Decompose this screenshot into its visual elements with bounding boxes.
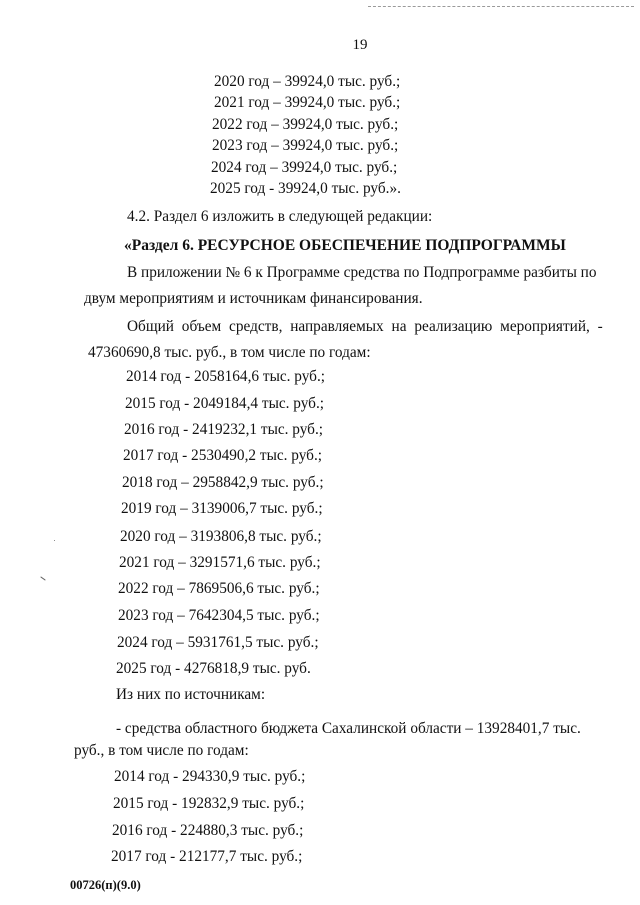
scan-edge-line bbox=[368, 6, 634, 7]
scan-speck bbox=[40, 576, 45, 580]
year-total-line: 2020 год – 3193806,8 тыс. руб.; bbox=[120, 528, 322, 545]
year-regional-line: 2017 год - 212177,7 тыс. руб.; bbox=[111, 848, 303, 865]
top-year-line: 2021 год – 39924,0 тыс. руб.; bbox=[214, 94, 401, 111]
year-regional-line: 2014 год - 294330,9 тыс. руб.; bbox=[114, 768, 306, 785]
year-regional-line: 2016 год - 224880,3 тыс. руб.; bbox=[112, 822, 304, 839]
paragraph-line: руб., в том числе по годам: bbox=[74, 742, 249, 759]
year-total-line: 2019 год – 3139006,7 тыс. руб.; bbox=[121, 500, 323, 517]
top-year-line: 2023 год – 39924,0 тыс. руб.; bbox=[212, 137, 399, 154]
year-regional-line: 2015 год - 192832,9 тыс. руб.; bbox=[113, 795, 305, 812]
year-total-line: 2022 год – 7869506,6 тыс. руб.; bbox=[118, 580, 320, 597]
paragraph-line: - средства областного бюджета Сахалинской области – 13928401,7 тыс. bbox=[116, 720, 581, 737]
year-total-line: 2021 год – 3291571,6 тыс. руб.; bbox=[119, 554, 321, 571]
page-number: 19 bbox=[352, 37, 368, 53]
paragraph-line: 47360690,8 тыс. руб., в том числе по годам: bbox=[88, 344, 371, 361]
scan-speck bbox=[54, 540, 55, 541]
year-total-line: 2024 год – 5931761,5 тыс. руб.; bbox=[117, 634, 319, 651]
top-year-line: 2024 год – 39924,0 тыс. руб.; bbox=[211, 159, 398, 176]
year-total-line: 2018 год – 2958842,9 тыс. руб.; bbox=[122, 474, 324, 491]
year-total-line: 2023 год – 7642304,5 тыс. руб.; bbox=[118, 607, 320, 624]
top-year-line: 2020 год – 39924,0 тыс. руб.; bbox=[214, 73, 401, 90]
sources-intro: Из них по источникам: bbox=[116, 686, 266, 703]
paragraph-line: двум мероприятиям и источникам финансирования. bbox=[84, 290, 423, 307]
year-total-line: 2015 год - 2049184,4 тыс. руб.; bbox=[125, 395, 325, 412]
year-total-line: 2016 год - 2419232,1 тыс. руб.; bbox=[124, 421, 324, 438]
top-year-line: 2025 год - 39924,0 тыс. руб.». bbox=[210, 180, 401, 197]
paragraph-line: Общий объем средств, направляемых на реализацию мероприятий, - bbox=[127, 318, 603, 335]
section-heading: «Раздел 6. РЕСУРСНОЕ ОБЕСПЕЧЕНИЕ ПОДПРОГРАММЫ bbox=[124, 237, 566, 254]
year-total-line: 2025 год - 4276818,9 тыс. руб. bbox=[116, 660, 311, 677]
clause-text: 4.2. Раздел 6 изложить в следующей редакции: bbox=[127, 208, 433, 225]
year-total-line: 2017 год - 2530490,2 тыс. руб.; bbox=[123, 447, 323, 464]
footer-code: 00726(п)(9.0) bbox=[70, 878, 141, 892]
year-total-line: 2014 год - 2058164,6 тыс. руб.; bbox=[126, 368, 326, 385]
paragraph-line: В приложении № 6 к Программе средства по Подпрограмме разбиты по bbox=[127, 264, 597, 281]
top-year-line: 2022 год – 39924,0 тыс. руб.; bbox=[212, 116, 399, 133]
